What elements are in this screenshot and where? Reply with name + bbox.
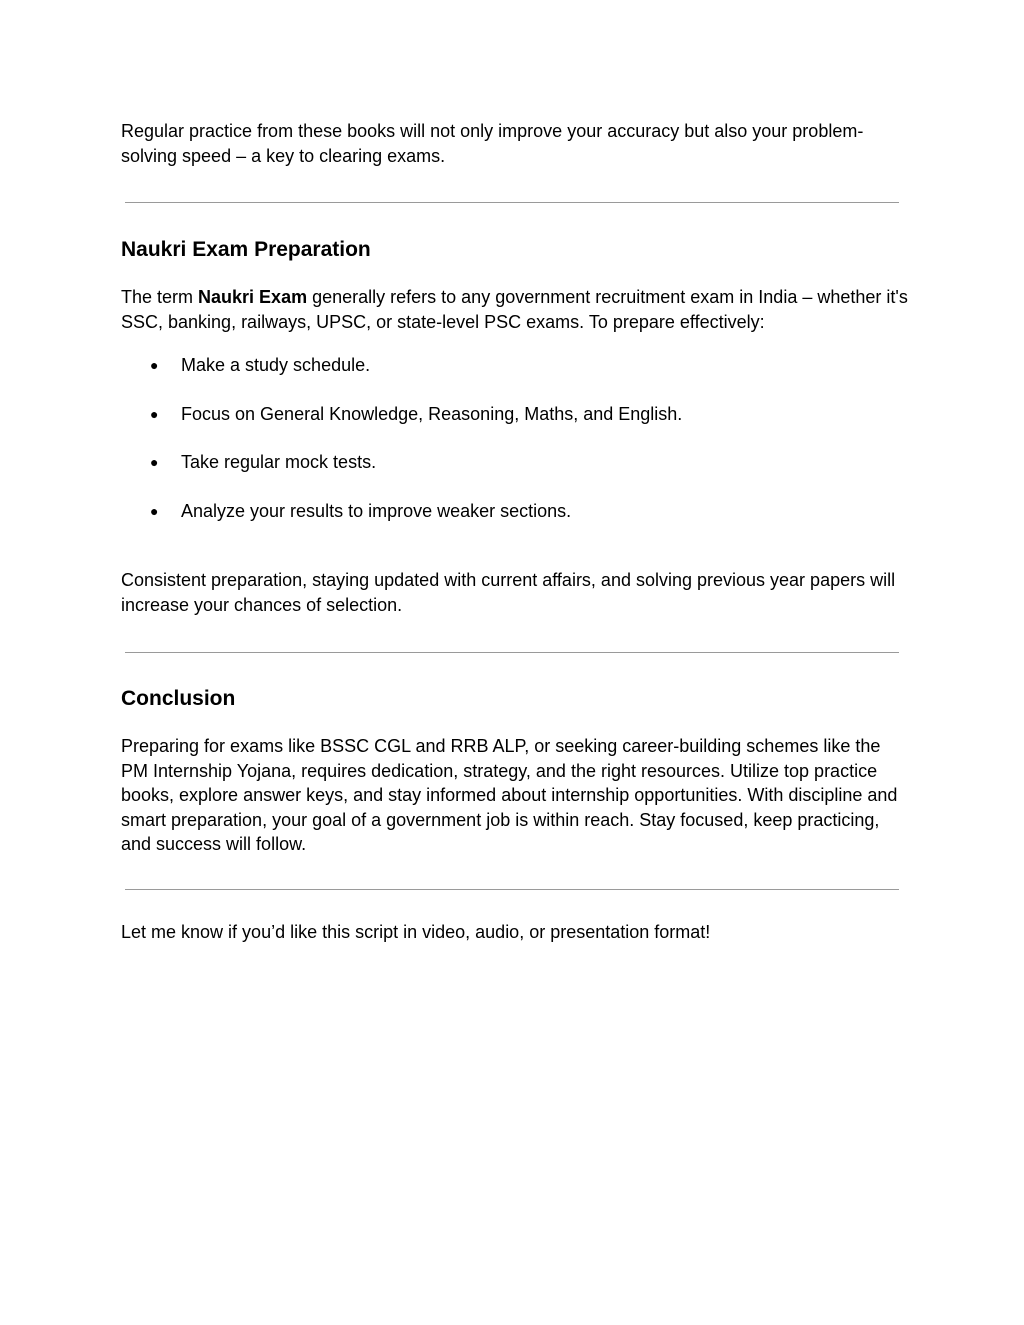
bullet-icon: ● [150, 405, 159, 422]
list-item-text: Take regular mock tests. [181, 452, 377, 473]
prep-tips-list [150, 352, 910, 547]
section-divider [125, 889, 899, 890]
bullet-icon: ● [150, 454, 159, 471]
section-heading-conclusion: Conclusion [121, 687, 236, 710]
section-heading-naukri: Naukri Exam Preparation [121, 238, 371, 261]
naukri-closing-paragraph: Consistent preparation, staying updated with current affairs, and solving previous year papers will increase your chances of selection. [121, 570, 896, 615]
list-item-text: Analyze your results to improve weaker sections. [181, 501, 572, 522]
bullet-icon: ● [150, 503, 159, 520]
naukri-intro-suffix: generally refers to any government recruitment exam in India – whether it's SSC, banking, railways, UPSC, or state-level PSC exams. To prepare effectively: [121, 287, 908, 332]
list-item-text: Focus on General Knowledge, Reasoning, Maths, and English. [181, 403, 683, 424]
naukri-exam-term: Naukri Exam [198, 287, 308, 307]
list-item [150, 401, 910, 450]
section-divider [125, 202, 899, 203]
bullet-icon: ● [150, 357, 159, 373]
list-item [150, 352, 910, 401]
section-divider [125, 652, 899, 653]
closing-note: Let me know if you’d like this script in video, audio, or presentation format! [121, 922, 711, 942]
naukri-intro-prefix: The term [121, 287, 199, 307]
list-item [150, 449, 910, 498]
conclusion-paragraph: Preparing for exams like BSSC CGL and RRB ALP, or seeking career-building schemes like the PM Internship Yojana, requires dedication, strategy, and the right resources. Utilize top practice books, explore answer keys, and stay informed about internship opportunities. With discipline and smart preparation, your goal of a government job is within reach. Stay focused, keep practicing, and success will follow. [121, 736, 898, 854]
naukri-intro-paragraph [121, 285, 911, 334]
intro-paragraph: Regular practice from these books will not only improve your accuracy but also your problem-solving speed – a key to clearing exams. [121, 121, 864, 166]
list-item [150, 498, 910, 547]
list-item-text: Make a study schedule. [181, 355, 371, 375]
